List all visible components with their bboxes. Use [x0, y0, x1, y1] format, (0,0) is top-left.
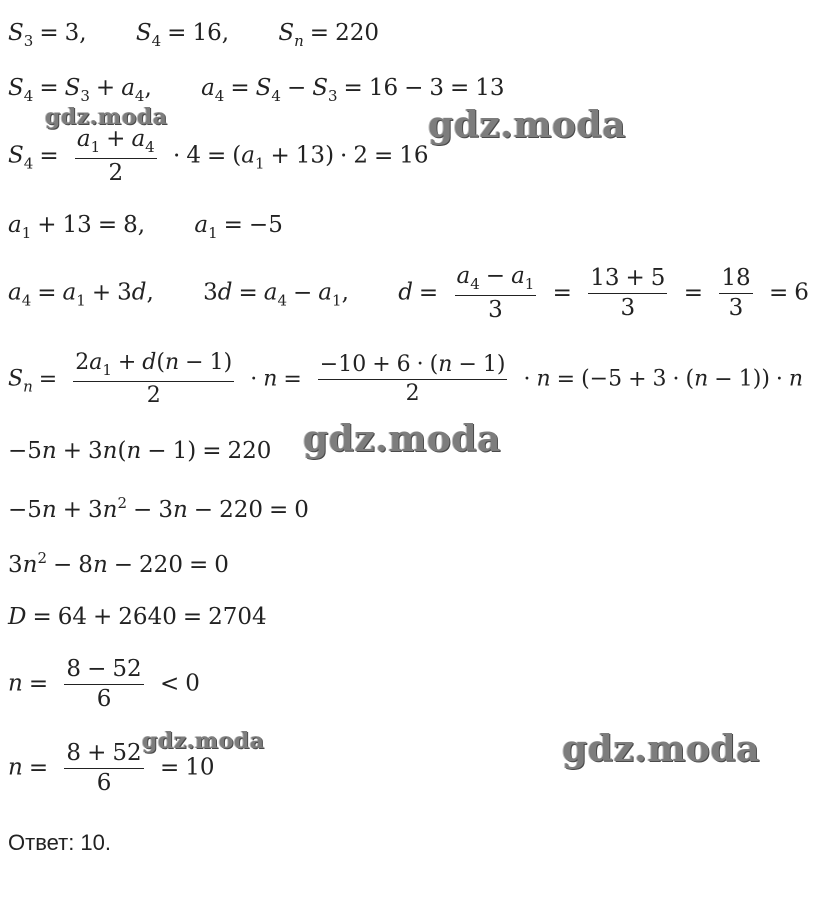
equation-line-2: $-5n + 3n^2 - 3n - 220 = 0$: [8, 494, 309, 523]
watermark-logo: gdz.moda: [428, 104, 626, 146]
s4-formula-line: $S_4$ = $\frac{a_1 + a_4}{2}$ · $4 = (a_1 + 13) \cdot 2 = 16$: [8, 126, 429, 186]
root-positive-line: n = $\frac{8 + 52}{6}$ = 10: [8, 740, 215, 796]
watermark-logo: gdz.moda: [303, 418, 501, 460]
watermark-logo: gdz.moda: [45, 104, 168, 130]
watermark-logo: gdz.moda: [562, 728, 760, 770]
given-values-line: $S_3 = 3$, $S_4 = 16$, $S_n = 220$: [8, 20, 379, 50]
quadratic-line: $3n^2 - 8n - 220 = 0$: [8, 549, 229, 578]
equation-line-1: −5n + 3n(n − 1) = 220: [8, 438, 272, 464]
answer-text: Ответ: 10.: [8, 830, 112, 855]
sn-formula-line: $S_n$ = $\frac{2a_1 + d(n - 1)}{2}$ · n = $\frac{-10 + 6 \cdot (n - 1)}{2}$ · n = (−5 + 3 · (n − 1)) · n: [8, 350, 804, 408]
discriminant-line: D = 64 + 2640 = 2704: [8, 604, 267, 630]
watermark-logo: gdz.moda: [142, 728, 265, 754]
a1-line: $a_1 + 13 = 8$, $a_1 = -5$: [8, 212, 283, 242]
d-line: $a_4 = a_1 + 3d$, $3d = a_4 - a_1$, d = $\frac{a_4 - a_1}{3}$ = $\frac{13 + 5}{3}$ = $\frac{18}{3}$ = 6: [8, 263, 809, 323]
root-negative-line: n = $\frac{8 - 52}{6}$ < 0: [8, 656, 200, 712]
a4-derivation-line: $S_4 = S_3 + a_4$, $a_4 = S_4 - S_3 = 16 - 3 = 13$: [8, 75, 505, 105]
